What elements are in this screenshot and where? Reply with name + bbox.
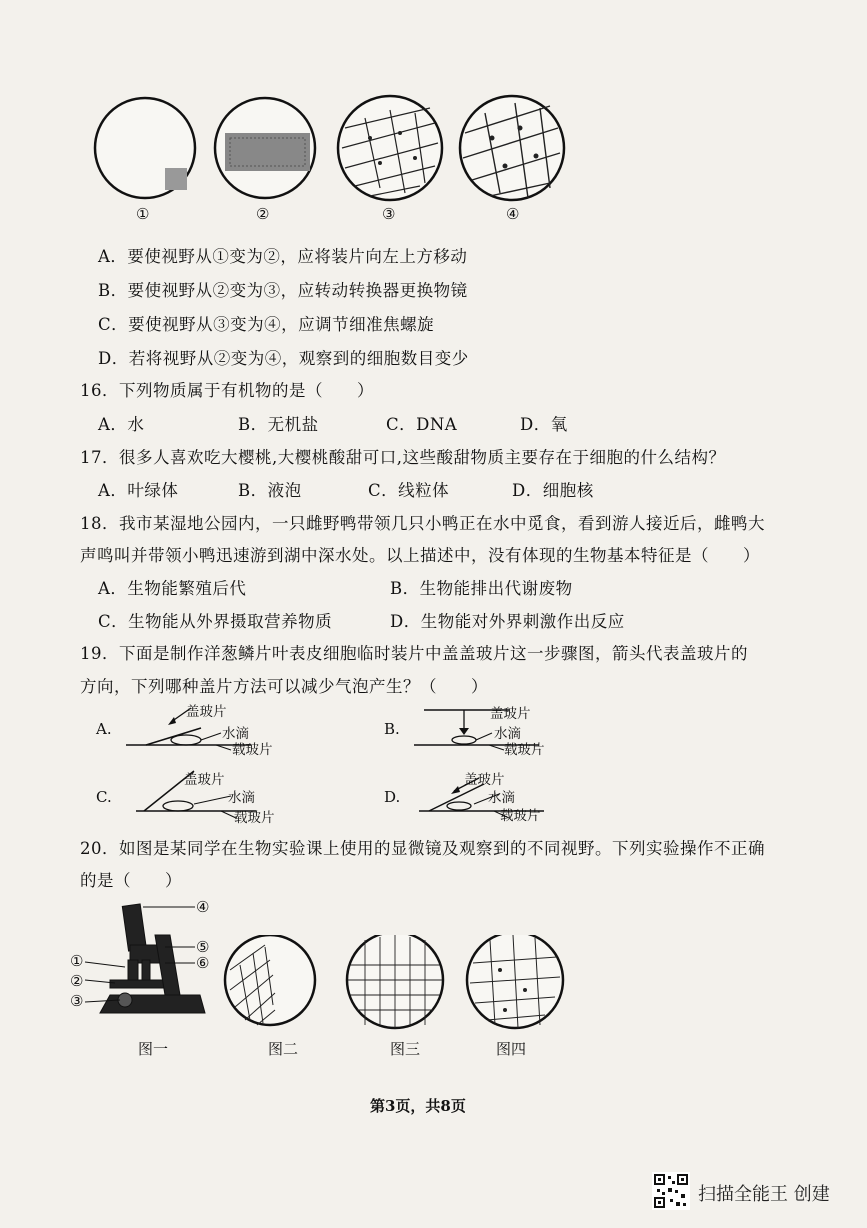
watermark-text: 扫描全能王 创建 bbox=[698, 1184, 830, 1205]
q18-option-a[interactable]: A．生物能繁殖后代 bbox=[98, 579, 247, 598]
q15-option-c[interactable]: C．要使视野从③变为④，应调节细准焦螺旋 bbox=[98, 315, 435, 334]
view-label-3: ③ bbox=[382, 205, 396, 223]
q19-stem-line2: 方向，下列哪种盖片方法可以减少气泡产生？（ ） bbox=[80, 677, 488, 696]
q16-option-b[interactable]: B．无机盐 bbox=[238, 415, 319, 434]
figure-4-view bbox=[467, 935, 563, 1028]
q19-a-drop-label: 水滴 bbox=[222, 726, 249, 742]
view-label-2: ② bbox=[256, 205, 270, 223]
figure-1-label: 图一 bbox=[138, 1040, 169, 1058]
figure-2-view bbox=[225, 935, 315, 1025]
microscope-part-6: ⑥ bbox=[196, 954, 210, 972]
q19-option-a-letter: A. bbox=[96, 720, 112, 738]
view-4 bbox=[460, 96, 564, 200]
q17-option-d[interactable]: D．细胞核 bbox=[512, 481, 594, 500]
microscope-part-3: ③ bbox=[70, 992, 84, 1010]
q18-option-d[interactable]: D．生物能对外界刺激作出反应 bbox=[390, 612, 625, 631]
figure-3-view bbox=[347, 935, 443, 1028]
q19-b-slide-label: 载玻片 bbox=[504, 742, 545, 758]
q17-stem: 17．很多人喜欢吃大樱桃,大樱桃酸甜可口,这些酸甜物质主要存在于细胞的什么结构？ bbox=[80, 448, 726, 467]
q16-stem: 16．下列物质属于有机物的是（ ） bbox=[80, 381, 374, 400]
q19-option-d-letter: D. bbox=[384, 788, 401, 806]
q16-option-d[interactable]: D．氧 bbox=[520, 415, 568, 434]
q15-microscope-views-figure bbox=[80, 88, 580, 228]
q19-a-slide-label: 载玻片 bbox=[232, 742, 273, 758]
q19-option-d[interactable] bbox=[384, 766, 644, 826]
q18-stem-line2: 声鸣叫并带领小鸭迅速游到湖中深水处。以上描述中，没有体现的生物基本特征是（ ） bbox=[80, 546, 760, 565]
q18-option-b[interactable]: B．生物能排出代谢废物 bbox=[390, 579, 573, 598]
q15-option-b[interactable]: B．要使视野从②变为③，应转动转换器更换物镜 bbox=[98, 281, 468, 300]
q19-c-cover-label: 盖玻片 bbox=[184, 772, 225, 788]
q19-a-cover-label: 盖玻片 bbox=[186, 704, 227, 720]
q17-option-b[interactable]: B．液泡 bbox=[238, 481, 302, 500]
q19-b-drop-label: 水滴 bbox=[494, 726, 521, 742]
q16-option-a[interactable]: A．水 bbox=[98, 415, 145, 434]
q15-option-a[interactable]: A．要使视野从①变为②，应将装片向左上方移动 bbox=[98, 247, 468, 266]
q19-c-slide-label: 载玻片 bbox=[234, 810, 275, 826]
q19-d-slide-label: 载玻片 bbox=[500, 808, 541, 824]
view-label-1: ① bbox=[136, 205, 150, 223]
q17-option-a[interactable]: A．叶绿体 bbox=[98, 481, 179, 500]
q17-option-c[interactable]: C．线粒体 bbox=[368, 481, 450, 500]
q20-stem-line1: 20．如图是某同学在生物实验课上使用的显微镜及观察到的不同视野。下列实验操作不正确 bbox=[80, 839, 765, 858]
microscope-part-1: ① bbox=[70, 952, 84, 970]
q19-option-c[interactable] bbox=[96, 766, 356, 826]
q19-option-b-letter: B. bbox=[384, 720, 400, 738]
figure-2-label: 图二 bbox=[268, 1040, 299, 1058]
q19-stem-line1: 19．下面是制作洋葱鳞片叶表皮细胞临时装片中盖盖玻片这一步骤图，箭头代表盖玻片的 bbox=[80, 644, 748, 663]
q19-d-drop-label: 水滴 bbox=[488, 790, 515, 806]
microscope-part-5: ⑤ bbox=[196, 938, 210, 956]
q19-option-a[interactable] bbox=[96, 700, 356, 760]
q19-b-cover-label: 盖玻片 bbox=[490, 706, 531, 722]
q19-c-drop-label: 水滴 bbox=[228, 790, 255, 806]
figure-3-label: 图三 bbox=[390, 1040, 421, 1058]
q18-stem-line1: 18．我市某湿地公园内，一只雌野鸭带领几只小鸭正在水中觅食，看到游人接近后，雌鸭大 bbox=[80, 514, 765, 533]
q19-option-c-letter: C. bbox=[96, 788, 112, 806]
q19-d-cover-label: 盖玻片 bbox=[464, 772, 505, 788]
microscope-part-4: ④ bbox=[196, 898, 210, 916]
view-label-4: ④ bbox=[506, 205, 520, 223]
figure-4-label: 图四 bbox=[496, 1040, 527, 1058]
view-1 bbox=[95, 98, 195, 198]
q20-views-figure bbox=[215, 935, 575, 1035]
q16-option-c[interactable]: C．DNA bbox=[386, 415, 458, 434]
view-3 bbox=[338, 96, 442, 200]
q18-option-c[interactable]: C．生物能从外界摄取营养物质 bbox=[98, 612, 333, 631]
q20-stem-line2: 的是（ ） bbox=[80, 871, 182, 890]
page-number: 第3页，共8页 bbox=[370, 1097, 466, 1115]
qr-code-icon bbox=[652, 1172, 690, 1210]
microscope-part-2: ② bbox=[70, 972, 84, 990]
view-2 bbox=[215, 98, 315, 198]
q19-option-b[interactable] bbox=[384, 700, 644, 760]
q15-option-d[interactable]: D．若将视野从②变为④，观察到的细胞数目变少 bbox=[98, 349, 469, 368]
